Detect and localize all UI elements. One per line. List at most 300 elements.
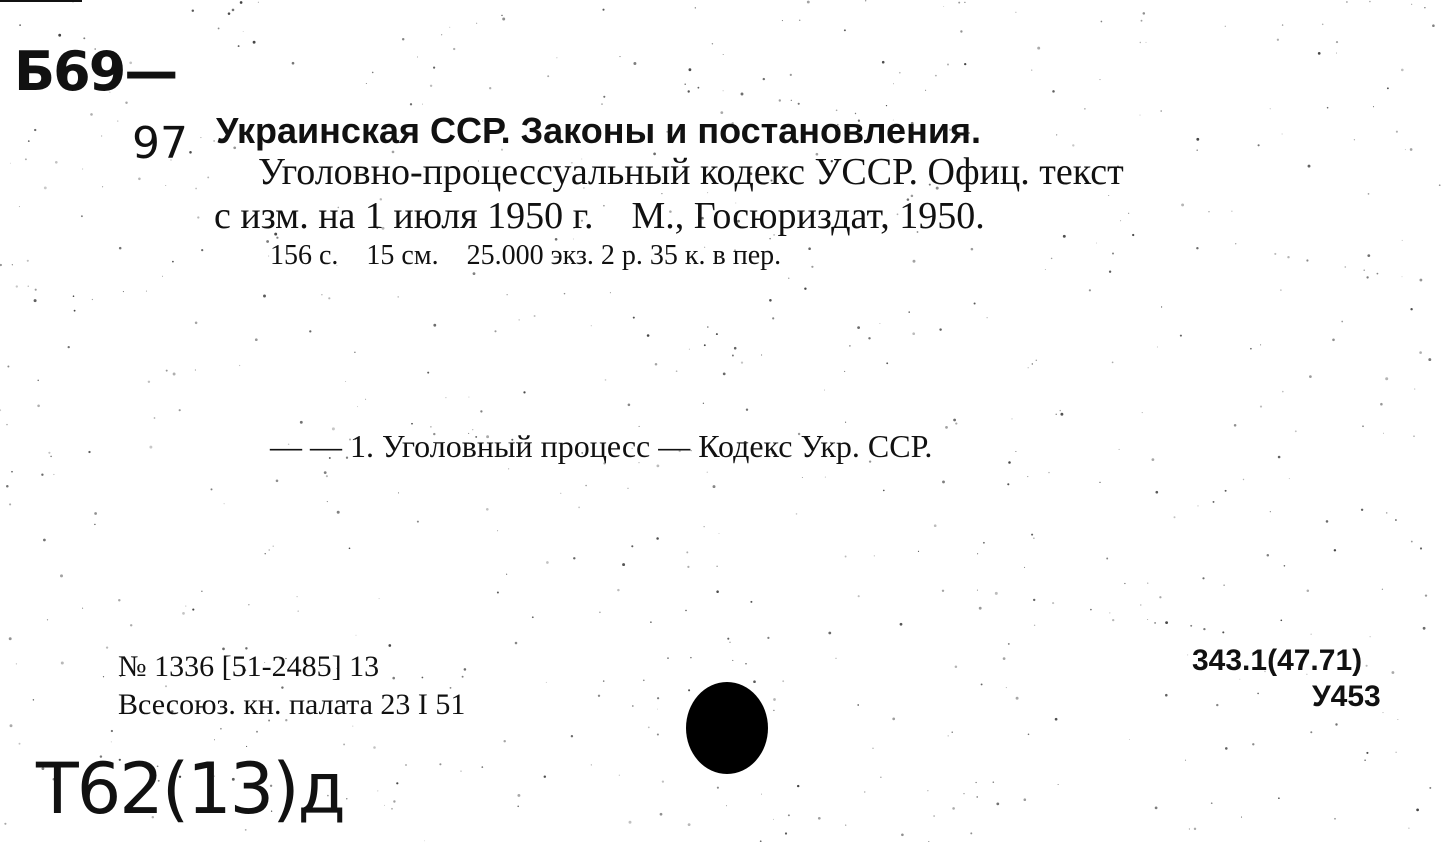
speckle-dot	[619, 56, 620, 57]
speckle-dot	[240, 1, 243, 4]
speckle-dot	[686, 551, 688, 553]
speckle-dot	[1154, 622, 1156, 624]
speckle-dot	[19, 206, 20, 207]
speckle-dot	[627, 488, 628, 489]
speckle-dot	[253, 41, 256, 44]
speckle-dot	[874, 555, 875, 556]
speckle-dot	[689, 68, 692, 71]
speckle-dot	[1159, 596, 1161, 598]
speckle-dot	[1335, 723, 1337, 725]
speckle-dot	[655, 363, 658, 366]
speckle-dot	[546, 682, 547, 683]
speckle-dot	[1056, 414, 1057, 415]
speckle-dot	[269, 549, 270, 550]
speckle-dot	[34, 129, 36, 131]
speckle-dot	[1015, 12, 1016, 13]
speckle-dot	[489, 87, 491, 89]
speckle-dot	[865, 0, 866, 1]
speckle-dot	[433, 67, 435, 69]
speckle-dot	[1258, 144, 1260, 146]
speckle-dot	[947, 64, 949, 66]
speckle-dot	[81, 215, 83, 217]
speckle-dot	[1366, 276, 1368, 278]
speckle-dot	[1408, 828, 1409, 829]
speckle-dot	[48, 452, 50, 454]
speckle-dot	[886, 105, 887, 106]
speckle-dot	[220, 728, 222, 730]
speckle-dot	[1152, 458, 1155, 461]
speckle-dot	[963, 793, 964, 794]
speckle-dot	[933, 815, 935, 817]
speckle-dot	[1364, 759, 1365, 760]
speckle-dot	[1234, 424, 1237, 427]
speckle-dot	[560, 493, 561, 494]
speckle-dot	[773, 710, 774, 711]
speckle-dot	[828, 632, 831, 635]
speckle-dot	[1369, 1, 1371, 3]
speckle-dot	[1006, 687, 1007, 688]
speckle-dot	[1225, 490, 1227, 492]
speckle-dot	[779, 99, 781, 101]
speckle-dot	[1410, 308, 1412, 310]
speckle-dot	[1282, 391, 1284, 393]
speckle-dot	[123, 291, 124, 292]
speckle-dot	[207, 176, 209, 178]
speckle-dot	[1120, 220, 1121, 221]
speckle-dot	[1401, 69, 1404, 72]
speckle-dot	[1307, 589, 1310, 592]
speckle-dot	[1048, 472, 1049, 473]
speckle-dot	[53, 474, 54, 475]
speckle-dot	[650, 621, 652, 623]
speckle-dot	[200, 137, 201, 138]
speckle-dot	[1089, 289, 1091, 291]
speckle-dot	[1239, 679, 1240, 680]
speckle-dot	[1411, 4, 1412, 5]
punch-hole	[686, 682, 768, 774]
speckle-dot	[162, 276, 163, 277]
speckle-dot	[34, 299, 37, 302]
speckle-dot	[224, 503, 225, 504]
speckle-dot	[296, 596, 297, 597]
speckle-dot	[1395, 519, 1397, 521]
speckle-dot	[603, 680, 604, 681]
speckle-dot	[1366, 665, 1368, 667]
speckle-dot	[19, 24, 21, 26]
speckle-dot	[35, 289, 37, 291]
speckle-dot	[1366, 752, 1368, 754]
speckle-dot	[1287, 256, 1289, 258]
speckle-dot	[585, 485, 587, 487]
speckle-dot	[849, 345, 850, 346]
entry-title: Уголовно-процессуальный кодекс УССР. Офиц. текст	[258, 151, 1124, 193]
speckle-dot	[422, 104, 423, 105]
speckle-dot	[1395, 752, 1396, 753]
speckle-dot	[591, 764, 592, 765]
speckle-dot	[788, 278, 789, 279]
speckle-dot	[685, 610, 686, 611]
speckle-dot	[726, 805, 727, 806]
speckle-dot	[1128, 213, 1129, 214]
speckle-dot	[697, 87, 699, 89]
speckle-dot	[61, 662, 64, 665]
speckle-dot	[497, 591, 499, 593]
speckle-dot	[397, 296, 399, 298]
speckle-dot	[1011, 418, 1012, 419]
speckle-dot	[1280, 289, 1281, 290]
speckle-dot	[799, 20, 801, 22]
speckle-dot	[688, 90, 690, 92]
speckle-dot	[515, 642, 518, 645]
speckle-dot	[712, 43, 713, 44]
speckle-dot	[72, 2, 73, 3]
speckle-dot	[977, 553, 978, 554]
speckle-dot	[952, 732, 953, 733]
speckle-dot	[1410, 148, 1413, 151]
speckle-dot	[92, 299, 93, 300]
speckle-dot	[195, 369, 196, 370]
speckle-dot	[276, 480, 279, 483]
speckle-dot	[647, 334, 650, 337]
speckle-dot	[1194, 828, 1196, 830]
speckle-dot	[657, 697, 659, 699]
speckle-dot	[622, 563, 625, 566]
speckle-dot	[1181, 203, 1184, 206]
speckle-dot	[1174, 516, 1176, 518]
speckle-dot	[808, 247, 811, 250]
speckle-dot	[1423, 627, 1426, 630]
speckle-dot	[617, 589, 619, 591]
speckle-dot	[1354, 139, 1355, 140]
speckle-dot	[1367, 254, 1370, 257]
speckle-dot	[631, 545, 633, 547]
speckle-dot	[927, 790, 928, 791]
speckle-dot	[1341, 321, 1343, 323]
speckle-dot	[1368, 193, 1370, 195]
speckle-dot	[445, 397, 446, 398]
speckle-dot	[201, 591, 202, 592]
speckle-dot	[255, 338, 258, 341]
speckle-dot	[391, 808, 393, 810]
speckle-dot	[9, 637, 12, 640]
speckle-dot	[94, 512, 97, 515]
speckle-dot	[603, 96, 605, 98]
speckle-dot	[1282, 134, 1283, 135]
speckle-dot	[481, 766, 483, 768]
speckle-dot	[501, 15, 502, 16]
speckle-dot	[265, 553, 266, 554]
speckle-dot	[1432, 24, 1435, 27]
speckle-dot	[83, 37, 85, 39]
speckle-dot	[987, 317, 988, 318]
speckle-dot	[1147, 619, 1148, 620]
speckle-dot	[773, 819, 774, 820]
speckle-dot	[439, 763, 441, 765]
speckle-dot	[1274, 253, 1276, 255]
speckle-dot	[354, 352, 355, 353]
speckle-dot	[639, 426, 640, 427]
speckle-dot	[772, 317, 774, 319]
speckle-dot	[971, 248, 974, 251]
speckle-dot	[1346, 1, 1348, 3]
speckle-dot	[1034, 625, 1035, 626]
speckle-dot	[497, 530, 498, 531]
speckle-dot	[943, 6, 944, 7]
speckle-dot	[534, 315, 536, 317]
speckle-dot	[68, 346, 70, 348]
speckle-dot	[1267, 554, 1270, 557]
speckle-dot	[25, 158, 27, 160]
speckle-dot	[82, 608, 83, 609]
speckle-dot	[149, 446, 152, 449]
speckle-dot	[977, 590, 978, 591]
speckle-dot	[266, 240, 269, 243]
speckle-dot	[732, 355, 734, 357]
speckle-dot	[544, 775, 546, 777]
speckle-dot	[1277, 39, 1279, 41]
speckle-dot	[955, 666, 958, 669]
speckle-dot	[508, 468, 509, 469]
speckle-dot	[934, 524, 937, 527]
speckle-dot	[192, 9, 194, 11]
speckle-dot	[297, 610, 299, 612]
speckle-dot	[195, 188, 197, 190]
speckle-dot	[462, 676, 464, 678]
speckle-dot	[688, 689, 690, 691]
speckle-dot	[117, 121, 118, 122]
speckle-dot	[952, 807, 955, 810]
speckle-dot	[1033, 599, 1035, 601]
speckle-dot	[523, 391, 525, 393]
speckle-dot	[28, 140, 30, 142]
speckle-dot	[1257, 693, 1259, 695]
speckle-dot	[146, 291, 147, 292]
speckle-dot	[868, 337, 870, 339]
speckle-dot	[976, 782, 977, 783]
speckle-dot	[197, 216, 199, 218]
speckle-dot	[591, 325, 592, 326]
speckle-dot	[1106, 558, 1108, 560]
speckle-dot	[1260, 344, 1261, 345]
speckle-dot	[657, 709, 658, 710]
speckle-dot	[628, 404, 631, 407]
speckle-dot	[1295, 430, 1297, 432]
speckle-dot	[964, 63, 966, 65]
speckle-dot	[1028, 734, 1030, 736]
speckle-dot	[1045, 269, 1046, 270]
speckle-dot	[392, 677, 395, 680]
speckle-dot	[349, 547, 351, 549]
speckle-dot	[1036, 360, 1037, 361]
speckle-dot	[746, 409, 748, 411]
speckle-dot	[879, 323, 880, 324]
entry-collation: 156 с. 15 см. 25.000 экз. 2 р. 35 к. в пер.	[270, 240, 782, 271]
speckle-dot	[1058, 784, 1059, 785]
speckle-dot	[970, 832, 972, 834]
speckle-dot	[1382, 712, 1383, 713]
speckle-dot	[473, 272, 476, 275]
speckle-dot	[729, 642, 730, 643]
entry-imprint: с изм. на 1 июля 1950 г. М., Госюриздат, 1950.	[214, 195, 985, 237]
speckle-dot	[719, 533, 720, 534]
speckle-dot	[396, 782, 398, 784]
speckle-dot	[1016, 697, 1019, 700]
speckle-dot	[343, 743, 345, 745]
speckle-dot	[148, 381, 150, 383]
speckle-dot	[90, 113, 93, 116]
speckle-dot	[882, 61, 885, 64]
speckle-dot	[872, 748, 873, 749]
speckle-dot	[324, 471, 327, 474]
speckle-dot	[996, 803, 999, 806]
speckle-dot	[599, 611, 601, 613]
speckle-dot	[486, 508, 489, 511]
speckle-dot	[704, 344, 706, 346]
speckle-dot	[1309, 375, 1312, 378]
speckle-dot	[796, 513, 798, 515]
speckle-dot	[189, 151, 192, 154]
speckle-dot	[494, 330, 496, 332]
speckle-dot	[657, 733, 659, 735]
classification-code: 343.1(47.71)	[1192, 644, 1363, 677]
speckle-dot	[547, 75, 549, 77]
speckle-dot	[1380, 403, 1383, 406]
speckle-dot	[366, 83, 367, 84]
speckle-dot	[935, 75, 937, 77]
speckle-dot	[1322, 24, 1324, 26]
handwritten-call-number: Б69—	[14, 40, 177, 103]
speckle-dot	[27, 260, 29, 262]
speckle-dot	[405, 764, 406, 765]
speckle-dot	[1051, 258, 1053, 260]
speckle-dot	[974, 302, 976, 304]
speckle-dot	[179, 409, 181, 411]
speckle-dot	[33, 699, 34, 700]
speckle-dot	[761, 354, 762, 355]
speckle-dot	[192, 609, 194, 611]
speckle-dot	[918, 551, 919, 552]
speckle-dot	[460, 770, 461, 771]
speckle-dot	[571, 735, 573, 737]
speckle-dot	[942, 590, 944, 592]
speckle-dot	[1391, 671, 1394, 674]
speckle-dot	[1250, 348, 1252, 350]
speckle-dot	[619, 775, 620, 776]
speckle-dot	[598, 695, 600, 697]
speckle-dot	[239, 365, 240, 366]
speckle-dot	[273, 546, 274, 547]
speckle-dot	[908, 311, 909, 312]
speckle-dot	[393, 800, 395, 802]
speckle-dot	[1055, 718, 1058, 721]
speckle-dot	[1278, 797, 1280, 799]
speckle-dot	[165, 185, 166, 186]
speckle-dot	[1027, 476, 1028, 477]
speckle-dot	[377, 790, 378, 791]
speckle-dot	[912, 332, 915, 335]
speckle-dot	[1419, 279, 1422, 282]
speckle-dot	[103, 676, 104, 677]
speckle-dot	[44, 187, 47, 190]
speckle-dot	[165, 685, 167, 687]
speckle-dot	[1278, 456, 1281, 459]
speckle-dot	[9, 503, 11, 505]
speckle-dot	[47, 619, 48, 620]
speckle-dot	[453, 48, 455, 50]
speckle-dot	[1132, 234, 1134, 236]
speckle-dot	[172, 261, 174, 263]
speckle-dot	[773, 698, 776, 701]
speckle-dot	[1416, 809, 1419, 812]
speckle-dot	[309, 330, 311, 332]
speckle-dot	[1165, 621, 1168, 624]
speckle-dot	[633, 317, 635, 319]
speckle-dot	[1008, 643, 1010, 645]
speckle-dot	[1402, 240, 1403, 241]
speckle-dot	[433, 324, 436, 327]
speckle-dot	[218, 27, 220, 29]
speckle-dot	[1084, 108, 1085, 109]
speckle-dot	[1003, 657, 1006, 660]
speckle-dot	[1235, 243, 1236, 244]
speckle-dot	[1155, 807, 1158, 810]
speckle-dot	[228, 12, 231, 15]
speckle-dot	[707, 326, 709, 328]
speckle-dot	[7, 366, 9, 368]
speckle-dot	[182, 612, 185, 615]
speckle-dot	[373, 746, 376, 749]
speckle-dot	[232, 9, 235, 12]
speckle-dot	[684, 84, 685, 85]
speckle-dot	[761, 794, 762, 795]
speckle-dot	[74, 310, 76, 312]
speckle-dot	[1382, 589, 1383, 590]
speckle-dot	[753, 680, 756, 683]
speckle-dot	[346, 798, 347, 799]
speckle-dot	[1187, 654, 1188, 655]
speckle-dot	[519, 319, 520, 320]
speckle-dot	[1112, 252, 1114, 254]
speckle-dot	[1424, 7, 1425, 8]
speckle-dot	[321, 294, 322, 295]
speckle-dot	[345, 381, 346, 382]
speckle-dot	[713, 485, 716, 488]
speckle-dot	[546, 561, 549, 564]
speckle-dot	[845, 825, 846, 826]
speckle-dot	[506, 574, 507, 575]
speckle-dot	[1308, 165, 1311, 168]
speckle-dot	[201, 249, 203, 251]
speckle-dot	[37, 405, 40, 408]
speckle-dot	[73, 295, 75, 297]
speckle-dot	[629, 821, 632, 824]
speckle-dot	[1225, 747, 1228, 750]
speckle-dot	[948, 735, 949, 736]
speckle-dot	[138, 178, 141, 181]
speckle-dot	[556, 57, 557, 58]
speckle-dot	[791, 100, 792, 101]
speckle-dot	[564, 293, 566, 295]
speckle-dot	[388, 644, 391, 647]
speckle-dot	[1185, 760, 1186, 761]
speckle-dot	[211, 488, 213, 490]
speckle-dot	[1056, 134, 1057, 135]
speckle-dot	[43, 539, 46, 542]
speckle-dot	[82, 168, 83, 169]
speckle-dot	[4, 823, 6, 825]
speckle-dot	[1033, 538, 1034, 539]
speckle-dot	[411, 423, 413, 425]
